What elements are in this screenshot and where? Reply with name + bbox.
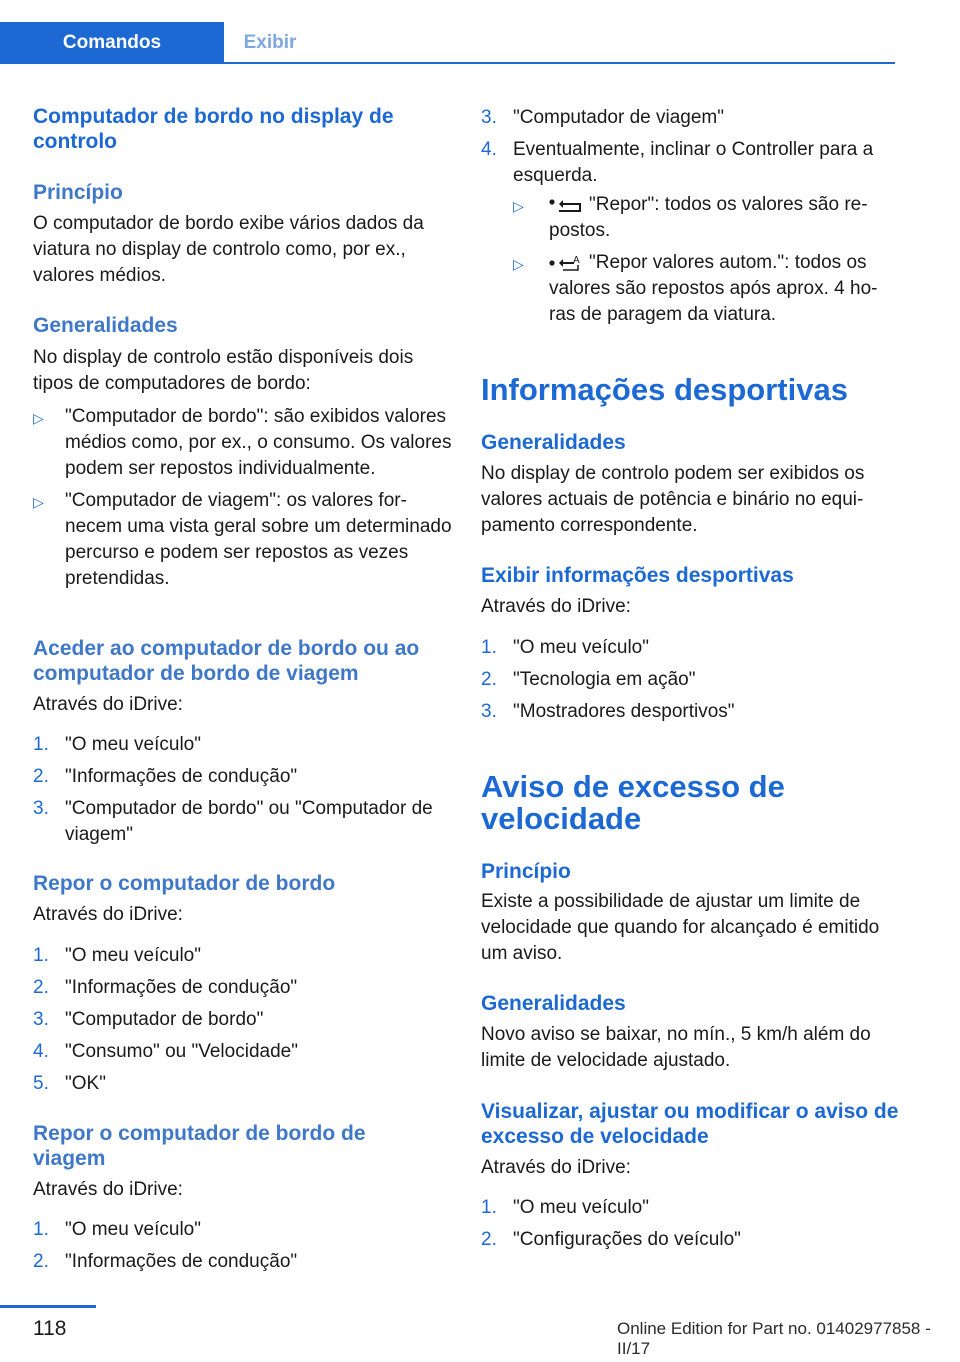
tab-comandos[interactable]: Comandos (0, 22, 224, 62)
heading-principio-aviso: Princípio (481, 860, 571, 883)
section-title-computador: Computador de bordo no display de controlo (33, 105, 394, 153)
list-item (33, 404, 453, 482)
list-item: 3. "Computador de bordo" ou "Computador de viagem" (33, 798, 433, 845)
heading-aceder: Aceder ao computador de bordo ou ao computador de bordo de viagem (33, 637, 420, 685)
list-item: 2. "Configurações do veículo" (481, 1229, 741, 1250)
reset-icon (549, 197, 583, 213)
via-idrive-3: Através do iDrive: (33, 1179, 183, 1200)
auto-reset-icon (549, 254, 583, 272)
via-idrive-2: Através do iDrive: (33, 904, 183, 925)
edition-note: Online Edition for Part no. 01402977858 - II/17 (617, 1319, 931, 1358)
list-item: 2. "Tecnologia em ação" (481, 669, 696, 690)
chapter-title-aviso: Aviso de excesso de velocidade (481, 769, 785, 836)
paragraph-generalidades: No display de controlo estão disponíveis dois tipos de computadores de bordo: (33, 347, 414, 394)
triangle-bullet-icon: ▷ (33, 494, 44, 510)
paragraph-principio-aviso: Existe a possibilidade de ajustar um limite de velocidade que quando for alcançado é emitido um aviso. (481, 891, 880, 964)
chapter-title-desportivas: Informações desportivas (481, 372, 848, 407)
paragraph-generalidades-desportivas: No display de controlo podem ser exibidos os valores actuais de potência e binário no equipamento correspondente. (481, 463, 865, 536)
list-item: 2. "Informações de condução" (33, 766, 298, 787)
steps-exibir (481, 635, 901, 731)
heading-visualizar: Visualizar, ajustar ou modificar o aviso de excesso de velocidade (481, 1100, 899, 1148)
triangle-bullet-icon: ▷ (33, 410, 44, 426)
via-idrive-4: Através do iDrive: (481, 596, 631, 617)
list-item: 2. "Informações de condução" (33, 1251, 298, 1272)
heading-generalidades-desportivas: Generalidades (481, 431, 626, 454)
heading-exibir: Exibir informações desportivas (481, 564, 794, 587)
tab-exibir[interactable]: Exibir (243, 32, 297, 53)
list-item-text: "Computador de viagem": os valores fornecem uma vista geral sobre um determinado percurso e podem ser repostos as vezes pretendidas. (65, 490, 452, 589)
via-idrive-5: Através do iDrive: (481, 1157, 631, 1178)
steps-continued (481, 105, 901, 195)
list-item: 1. "O meu veículo" (481, 1197, 649, 1218)
list-item: 4. Eventualmente, inclinar o Controller para a esquerda. (481, 139, 874, 186)
header-tabs (0, 0, 895, 64)
list-item: 4. "Consumo" ou "Velocidade" (33, 1041, 298, 1062)
via-idrive-1: Através do iDrive: (33, 694, 183, 715)
list-item: 1. "O meu veículo" (33, 945, 201, 966)
steps-repor-viagem (33, 1217, 453, 1281)
triangle-bullet-icon: ▷ (513, 198, 524, 214)
svg-text:A: A (573, 254, 580, 266)
steps-visualizar (481, 1195, 901, 1259)
list-item (33, 488, 453, 592)
computer-types-list (33, 404, 453, 598)
list-item: 3. "Computador de bordo" (33, 1009, 264, 1030)
paragraph-generalidades-aviso: Novo aviso se baixar, no mín., 5 km/h além do limite de velocidade ajustado. (481, 1024, 871, 1071)
reset-options-list (481, 192, 901, 334)
steps-repor (33, 943, 453, 1103)
list-item: ▷ "Repor": todos os valores são repostos. (513, 194, 868, 241)
list-item: 1. "O meu veículo" (481, 637, 649, 658)
list-item: 2. "Informações de condução" (33, 977, 298, 998)
heading-generalidades: Generalidades (33, 314, 178, 337)
footer-rule (0, 1305, 96, 1308)
heading-generalidades-aviso: Generalidades (481, 992, 626, 1015)
list-item: ▷ A "Repor valores autom.": todos os valores são repostos após aprox. 4 horas de paragem da viatura. (513, 252, 878, 325)
list-item: 3. "Mostradores desportivos" (481, 701, 735, 722)
steps-aceder (33, 732, 453, 854)
heading-principio: Princípio (33, 181, 123, 204)
heading-repor-viagem: Repor o computador de bordo de viagem (33, 1122, 366, 1170)
list-item: 1. "O meu veículo" (33, 734, 201, 755)
list-item: 1. "O meu veículo" (33, 1219, 201, 1240)
list-item-text: "Computador de bordo": são exibidos valores médios como, por ex., o consumo. Os valores podem ser repostos individualmente. (65, 406, 452, 479)
page-number: 118 (33, 1317, 67, 1340)
list-item: 5. "OK" (33, 1073, 106, 1094)
heading-repor: Repor o computador de bordo (33, 872, 336, 895)
triangle-bullet-icon: ▷ (513, 256, 524, 272)
paragraph-principio: O computador de bordo exibe vários dados da viatura no display de controlo como, por ex., valores médios. (33, 213, 424, 286)
list-item: 3. "Computador de viagem" (481, 107, 724, 128)
